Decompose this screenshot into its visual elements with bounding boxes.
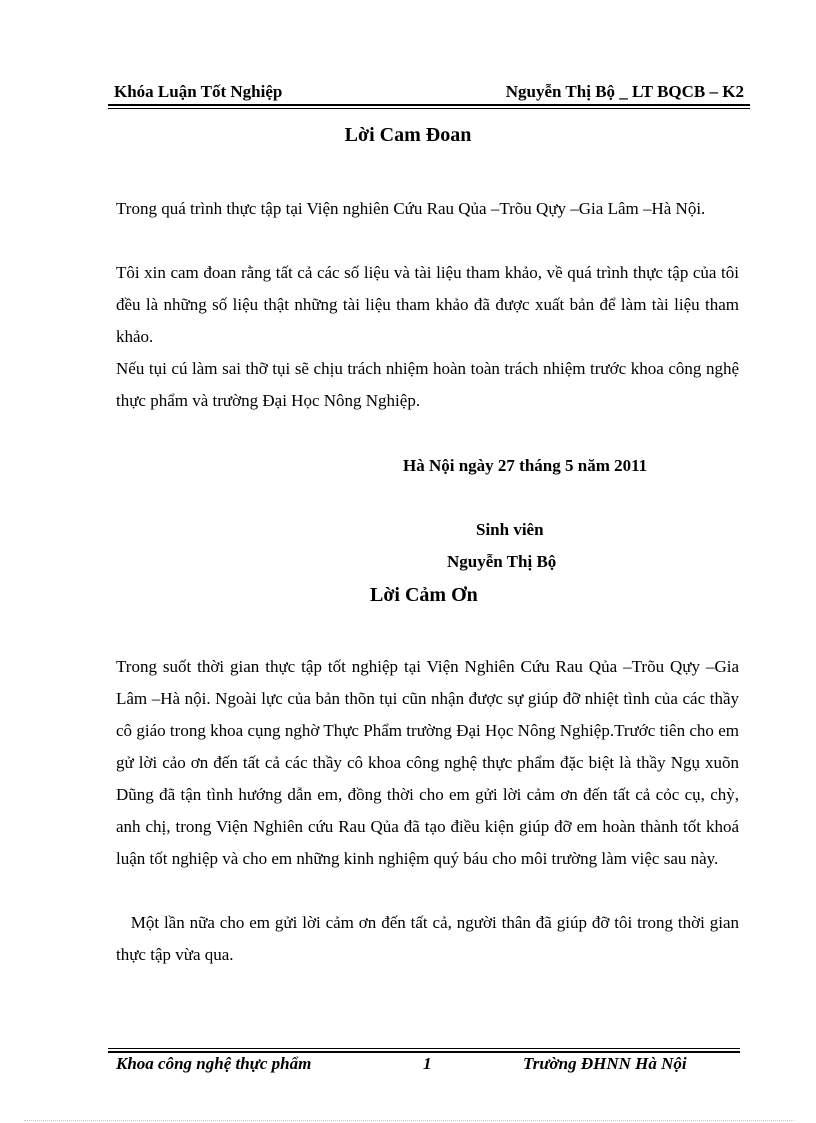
thanks-paragraph-1: Trong suốt thời gian thực tập tốt nghiệp tại Viện Nghiên Cứu Rau Qủa –Trõu Qựy –Gia Lâm –Hà nội. Ngoài lực của bản thõn tụi cũn nhận được sự giúp đỡ nhiệt tình của các thầy cô giáo trong khoa cụng nghờ Thực Phẩm trường Đại Học Nông Nghiệp.Trước tiên cho em gử lời cảo ơn đến tất cả các thầy cô khoa công nghệ thực phẩm đặc biệt là thầy Ngụ xuõn Dũng đã tận tình hướng dẫn em, đồng thời cho em gửi lời cảm ơn đến tất cả cỏc cụ, chỳ, anh chị, trong Viện Nghiên cứu Rau Qủa đã tạo điều kiện giúp đỡ em hoàn thành tốt khoá luận tốt nghiệp và cho em những kinh nghiệm quý báu cho môi trường làm việc sau này. (116, 657, 739, 868)
footer-rule-thin (108, 1048, 740, 1049)
header-rule-thin (108, 108, 750, 109)
signature-name: Nguyễn Thị Bộ (447, 552, 557, 571)
thanks-paragraph-2: Một lần nữa cho em gửi lời cảm ơn đến tất cả, người thân đã giúp đỡ tôi trong thời gian thực tập vừa qua. (116, 913, 744, 964)
commitment-paragraph-1: Trong quá trình thực tập tại Viện nghiên Cứu Rau Qủa –Trõu Qựy –Gia Lâm –Hà Nội. (116, 199, 706, 218)
footer-left-text: Khoa công nghệ thực phẩm (116, 1054, 312, 1073)
commitment-paragraph-3: Nếu tụi cú làm sai thỡ tụi sẽ chịu trách nhiệm hoàn toàn trách nhiệm trước khoa công nghệ thực phẩm và trường Đại Học Nông Nghiệp. (116, 359, 739, 410)
header-right-text: Nguyễn Thị Bộ _ LT BQCB – K2 (505, 82, 744, 101)
page-bottom-border (24, 1120, 794, 1121)
header-rule (108, 104, 750, 106)
commitment-paragraph-2: Tôi xin cam đoan rằng tất cả các số liệu và tài liệu tham khảo, về quá trình thực tập của tôi đều là những số liệu thật những tài liệu tham khảo đã được xuất bản để làm tài liệu tham khảo. (116, 263, 739, 346)
thanks-title: Lời Cảm Ơn (370, 584, 478, 606)
signature-date: Hà Nội ngày 27 tháng 5 năm 2011 (403, 456, 648, 475)
page-number: 1 (423, 1054, 432, 1073)
commitment-title: Lời Cam Đoan (344, 124, 472, 146)
signature-role: Sinh viên (476, 520, 544, 539)
header-left-text: Khóa Luận Tốt Nghiệp (114, 82, 283, 101)
footer-rule (108, 1051, 740, 1053)
footer-right-text: Trường ĐHNN Hà Nội (523, 1054, 687, 1073)
